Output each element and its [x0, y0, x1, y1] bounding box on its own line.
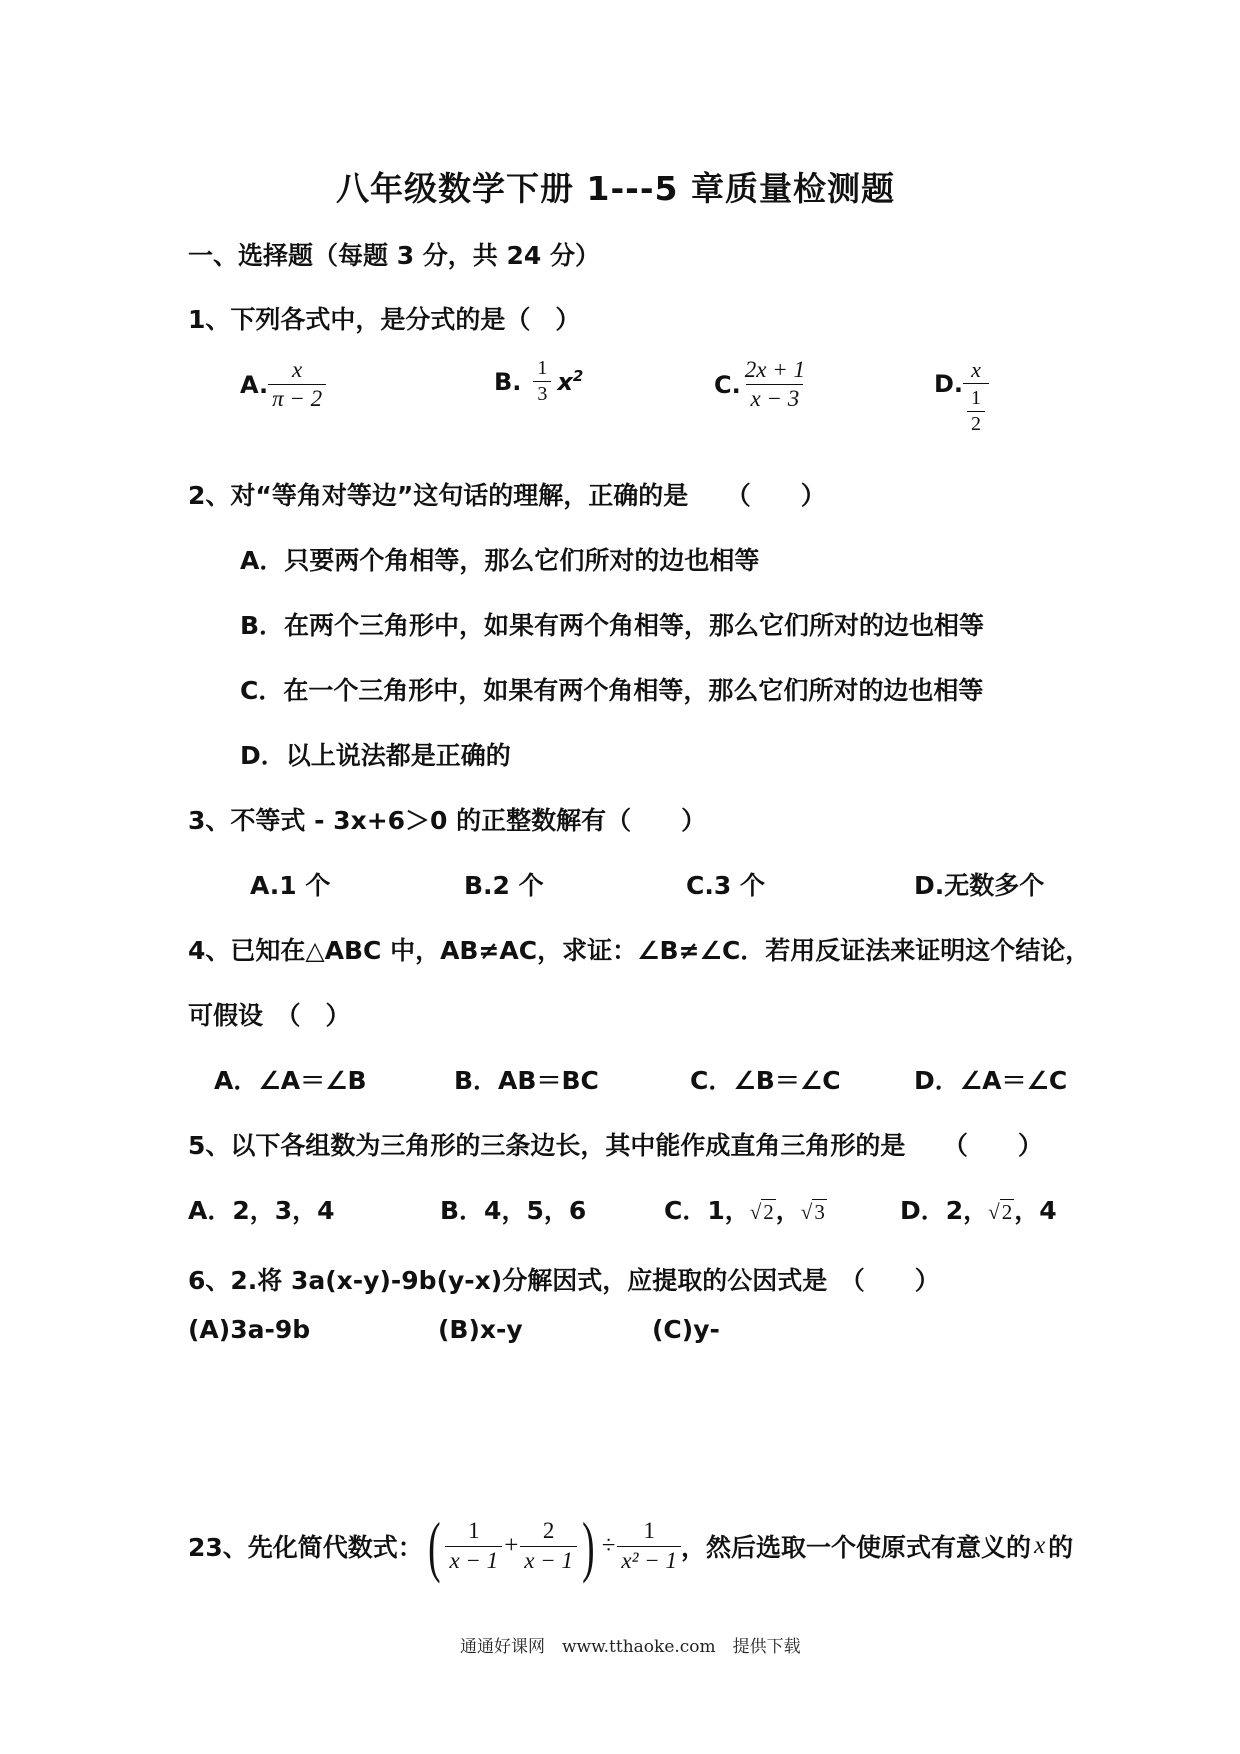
- q23-plus-sign: +: [504, 1532, 519, 1559]
- q1-option-d-complex-fraction: [963, 358, 989, 435]
- q1-option-a-denominator: π − 2: [268, 384, 326, 411]
- question-2-stem: 2、对“等角对等边”这句话的理解，正确的是 （ ）: [188, 481, 826, 510]
- q5-option-d: [900, 1191, 1057, 1227]
- q5-option-c: [664, 1191, 827, 1227]
- page-title: 八年级数学下册 1---5 章质量检测题: [336, 169, 895, 208]
- q23-fraction-1: [445, 1519, 502, 1572]
- q5-option-b: B．4，5，6: [440, 1196, 587, 1225]
- q4-option-d: D．∠A＝∠C: [914, 1066, 1068, 1095]
- q5-option-d-suffix: ，4: [1014, 1196, 1057, 1225]
- q23-fraction-3-denominator: x² − 1: [617, 1546, 681, 1573]
- q1-option-a-fraction: [268, 358, 326, 411]
- q5-option-c-sqrt-2: √2: [749, 1200, 774, 1224]
- question-23: [188, 1508, 1074, 1584]
- question-1-stem: 1、下列各式中，是分式的是（ ）: [188, 305, 581, 334]
- q3-option-d: D.无数多个: [914, 871, 1045, 900]
- q1-option-a-label: A.: [240, 370, 269, 399]
- q23-variable: x: [1034, 1532, 1046, 1559]
- question-6-stem: 6、2.将 3a(x-y)-9b(y-x)分解因式，应提取的公因式是 （ ）: [188, 1266, 940, 1295]
- q23-text: ，然后选取一个使原式有意义的: [681, 1533, 1032, 1562]
- q1-option-b-label: B.: [494, 367, 522, 396]
- q1-option-d-inner-numerator: 1: [971, 387, 982, 410]
- q1-option-a: [240, 358, 326, 411]
- q23-division-sign: ÷: [601, 1532, 616, 1559]
- q6-option-a: (A)3a-9b: [188, 1315, 311, 1344]
- question-5-stem: 5、以下各组数为三角形的三条边长，其中能作成直角三角形的是 （ ）: [188, 1131, 1043, 1160]
- q23-fraction-2-numerator: 2: [542, 1518, 555, 1544]
- q5-option-c-separator: ，: [775, 1196, 801, 1225]
- q3-option-b: B.2 个: [464, 871, 544, 900]
- q4-option-b: B．AB＝BC: [454, 1066, 599, 1095]
- q5-option-c-sqrt-3: √3: [800, 1200, 825, 1224]
- q1-option-c: [714, 358, 809, 411]
- q2-option-c: C．在一个三角形中，如果有两个角相等，那么它们所对的边也相等: [240, 676, 984, 705]
- section-heading: 一、选择题（每题 3 分，共 24 分）: [188, 241, 601, 270]
- q5-option-d-sqrt-2: √2: [988, 1200, 1013, 1224]
- q1-option-b-fraction: [533, 358, 551, 405]
- q1-option-b-variable: $x^2$: [557, 367, 584, 396]
- q23-right-paren: ): [582, 1508, 595, 1584]
- q2-option-b: B．在两个三角形中，如果有两个角相等，那么它们所对的边也相等: [240, 611, 985, 640]
- q1-option-d-denominator: [963, 383, 989, 435]
- q6-option-c: (C)y-: [652, 1315, 720, 1344]
- q23-left-paren: (: [427, 1508, 441, 1584]
- q23-prefix: 23、先化简代数式：: [188, 1533, 423, 1562]
- q23-fraction-3-numerator: 1: [643, 1518, 655, 1544]
- q1-option-d: [934, 358, 989, 435]
- q1-option-b-denominator: 3: [533, 381, 551, 405]
- q1-option-c-fraction: [741, 358, 809, 411]
- q5-option-d-prefix: D．2，: [900, 1196, 989, 1225]
- q1-option-c-label: C.: [714, 370, 741, 399]
- q23-fraction-1-denominator: x − 1: [445, 1546, 502, 1573]
- q4-option-c: C．∠B＝∠C: [690, 1066, 841, 1095]
- q1-option-b: [494, 358, 583, 405]
- q2-option-a: A．只要两个角相等，那么它们所对的边也相等: [240, 546, 760, 575]
- q6-option-b: (B)x-y: [438, 1315, 523, 1344]
- q5-option-a: A．2，3，4: [188, 1196, 335, 1225]
- q3-option-a: A.1 个: [250, 871, 331, 900]
- q23-tail: 的: [1048, 1533, 1074, 1562]
- q1-option-b-numerator: 1: [537, 357, 548, 379]
- q1-option-c-numerator: 2x + 1: [744, 357, 805, 382]
- question-4-stem-continued: 可假设 （ ）: [188, 1001, 351, 1030]
- q1-option-a-numerator: x: [292, 357, 303, 382]
- question-3-stem: 3、不等式 - 3x+6＞0 的正整数解有（ ）: [188, 806, 707, 835]
- question-4-stem: 4、已知在△ABC 中，AB≠AC，求证：∠B≠∠C．若用反证法来证明这个结论，: [188, 936, 1091, 965]
- q4-option-a: A．∠A＝∠B: [214, 1066, 367, 1095]
- q23-fraction-1-numerator: 1: [468, 1518, 480, 1544]
- q5-option-c-prefix: C．1，: [664, 1196, 750, 1225]
- q1-option-d-label: D.: [934, 370, 964, 398]
- q1-option-d-inner-denominator: 2: [967, 411, 985, 435]
- q23-fraction-2: [520, 1519, 577, 1572]
- q1-option-c-denominator: x − 3: [746, 384, 803, 411]
- page-footer: 通通好课网 www.tthaoke.com 提供下载: [460, 1637, 801, 1657]
- q3-option-c: C.3 个: [686, 871, 765, 900]
- q23-fraction-2-denominator: x − 1: [520, 1546, 577, 1573]
- q23-fraction-3: [617, 1519, 681, 1572]
- q2-option-d: D．以上说法都是正确的: [240, 741, 511, 770]
- q1-option-d-numerator: x: [971, 357, 981, 382]
